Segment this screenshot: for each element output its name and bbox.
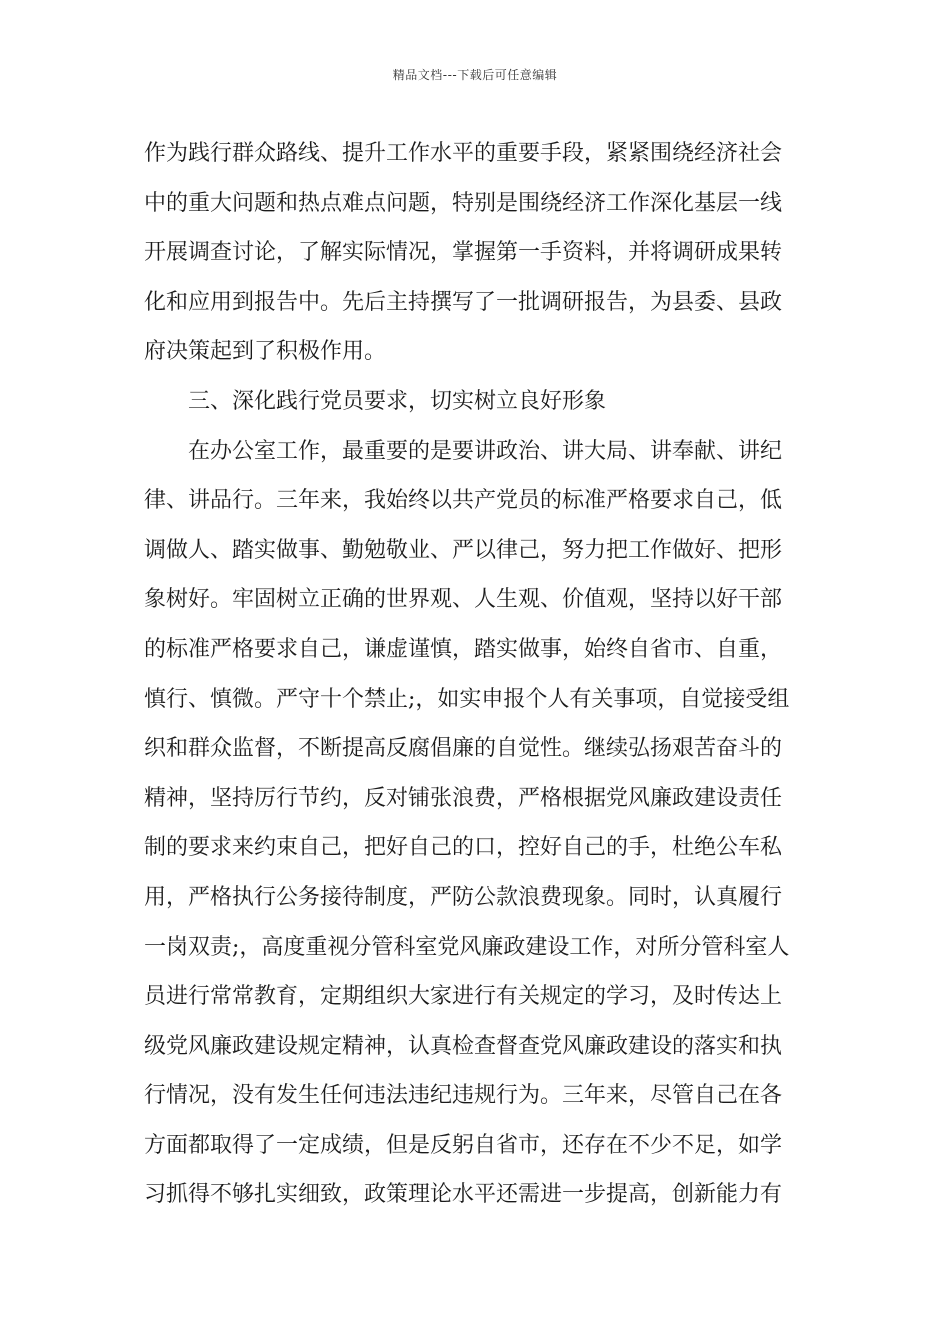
text-line: 律、讲品行。三年来，我始终以共产党员的标准严格要求自己，低 xyxy=(144,488,783,514)
text-line: 化和应用到报告中。先后主持撰写了一批调研报告，为县委、县政 xyxy=(144,289,783,315)
text-line: 作为践行群众路线、提升工作水平的重要手段，紧紧围绕经济社会 xyxy=(144,141,783,166)
text-line: 象树好。牢固树立正确的世界观、人生观、价值观，坚持以好干部 xyxy=(144,587,783,613)
document-body xyxy=(144,129,806,1220)
text-line: 习抓得不够扎实细致，政策理论水平还需进一步提高，创新能力有 xyxy=(144,1182,783,1208)
text-line: 调做人、踏实做事、勤勉敬业、严以律己，努力把工作做好、把形 xyxy=(144,537,783,563)
text-line: 一岗双责;，高度重视分管科室党风廉政建设工作，对所分管科室人 xyxy=(144,934,790,960)
text-line: 慎行、慎微。严守十个禁止;，如实申报个人有关事项，自觉接受组 xyxy=(144,686,790,712)
text-line: 在办公室工作，最重要的是要讲政治、讲大局、讲奉献、讲纪 xyxy=(188,438,783,464)
text-line: 中的重大问题和热点难点问题，特别是围绕经济工作深化基层一线 xyxy=(144,190,783,216)
text-line: 制的要求来约束自己，把好自己的口，控好自己的手，杜绝公车私 xyxy=(144,835,783,861)
text-line: 行情况，没有发生任何违法违纪违规行为。三年来，尽管自己在各 xyxy=(144,1083,783,1109)
page-header: 精品文档---下载后可任意编辑 xyxy=(392,68,558,82)
text-line: 员进行常常教育，定期组织大家进行有关规定的学习，及时传达上 xyxy=(144,984,783,1010)
text-line: 开展调查讨论，了解实际情况，掌握第一手资料，并将调研成果转 xyxy=(144,240,783,266)
text-line: 府决策起到了积极作用。 xyxy=(144,339,387,365)
text-line: 织和群众监督，不断提高反腐倡廉的自觉性。继续弘扬艰苦奋斗的 xyxy=(144,736,783,762)
text-line: 级党风廉政建设规定精神，认真检查督查党风廉政建设的落实和执 xyxy=(144,1033,783,1059)
text-line: 方面都取得了一定成绩，但是反躬自省市，还存在不少不足，如学 xyxy=(144,1132,783,1158)
text-line: 用，严格执行公务接待制度，严防公款浪费现象。同时，认真履行 xyxy=(144,884,783,910)
text-line: 的标准严格要求自己，谦虚谨慎，踏实做事，始终自省市、自重， xyxy=(144,636,783,662)
text-line: 精神，坚持厉行节约，反对铺张浪费，严格根据党风廉政建设责任 xyxy=(144,785,783,811)
section-heading: 三、深化践行党员要求，切实树立良好形象 xyxy=(188,388,607,414)
